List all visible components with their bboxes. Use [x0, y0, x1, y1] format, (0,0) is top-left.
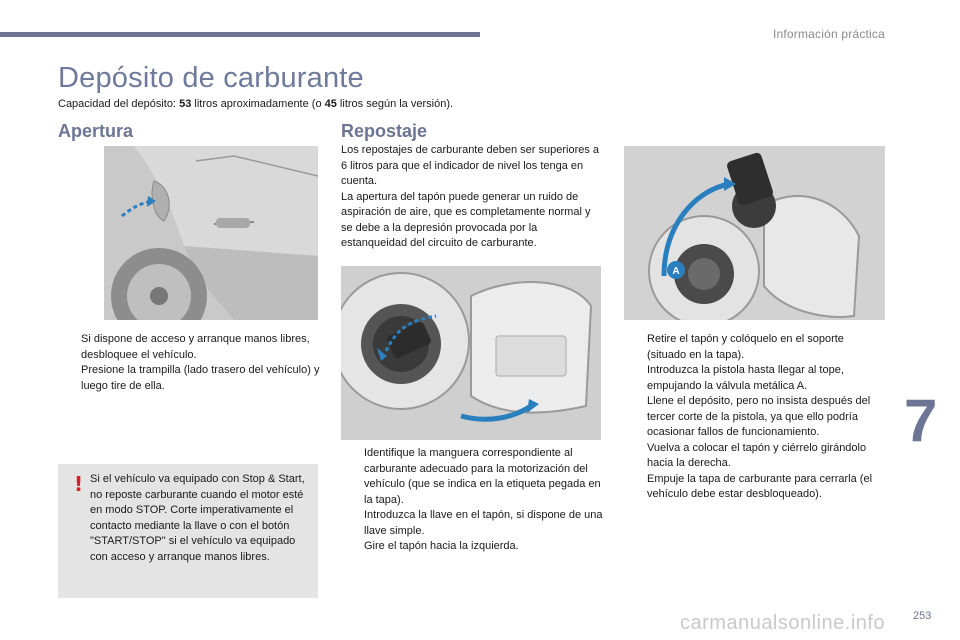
capacity-value: 53: [179, 98, 192, 110]
page-title: Depósito de carburante: [58, 62, 364, 94]
capacity-text: Capacidad del depósito: 53 litros aproximadamente (o 45 litros según la versión).: [58, 98, 454, 110]
list-item: Vuelva a colocar el tapón y ciérrelo girándolo hacia la derecha.: [647, 441, 867, 469]
apertura-steps: [58, 332, 320, 394]
repostaje-steps-right: [624, 332, 886, 503]
list-item: Si dispone de acceso y arranque manos libres, desbloquee el vehículo.: [81, 333, 310, 361]
chapter-number: 7: [904, 387, 938, 454]
capacity-value-alt: 45: [324, 98, 337, 110]
list-item: Presione la trampilla (lado trasero del vehículo) y luego tire de ella.: [81, 364, 320, 392]
warning-icon: !: [74, 472, 84, 496]
repostaje-steps-left: [341, 446, 603, 555]
list-item: Llene el depósito, pero no insista después del tercer corte de la pistola, ya que ello podría ocasionar fallos de funcionamiento.: [647, 395, 871, 438]
stop-start-warning: [58, 464, 318, 598]
list-item: Gire el tapón hacia la izquierda.: [364, 540, 519, 552]
repostaje-heading: Repostaje: [341, 121, 428, 141]
section-header: Información práctica: [772, 27, 885, 41]
fuel-nozzle-photo: [624, 146, 885, 320]
fuel-cap-key-photo: [341, 266, 601, 440]
header-bar: [0, 32, 480, 37]
apertura-heading: Apertura: [58, 121, 134, 141]
list-item: Introduzca la llave en el tapón, si dispone de una llave simple.: [364, 509, 603, 537]
watermark: carmanualsonline.info: [680, 612, 886, 634]
list-item: Identifique la manguera correspondiente al carburante adecuado para la motorización del vehículo (que se indica en la etiqueta pegada en la tapa).: [364, 447, 601, 506]
list-item: Retire el tapón y colóquelo en el soporte (situado en la tapa).: [647, 333, 844, 361]
repostaje-intro: Los repostajes de carburante deben ser superiores a 6 litros para que el indicador de nivel los tenga en cuenta. La apertura del tapón puede generar un ruido de aspiración de aire, que es completamente normal y se debe a la depresión provocada por la estanqueidad del circuito de carburante.: [341, 144, 600, 249]
page-number: 253: [913, 610, 932, 622]
warning-text: Si el vehículo va equipado con Stop & Start, no reposte carburante cuando el motor esté en modo STOP. Corte imperativamente el contacto mediante la llave o con el botón "START/STOP" si el vehículo va equipado con acceso y arranque manos libres.: [90, 473, 305, 563]
callout-a: A: [672, 266, 680, 277]
list-item: Empuje la tapa de carburante para cerrarla (el vehículo debe estar desbloqueado).: [647, 472, 873, 500]
list-item: Introduzca la pistola hasta llegar al tope, empujando la válvula metálica A.: [647, 364, 844, 392]
car-fuel-flap-photo: [104, 146, 318, 320]
